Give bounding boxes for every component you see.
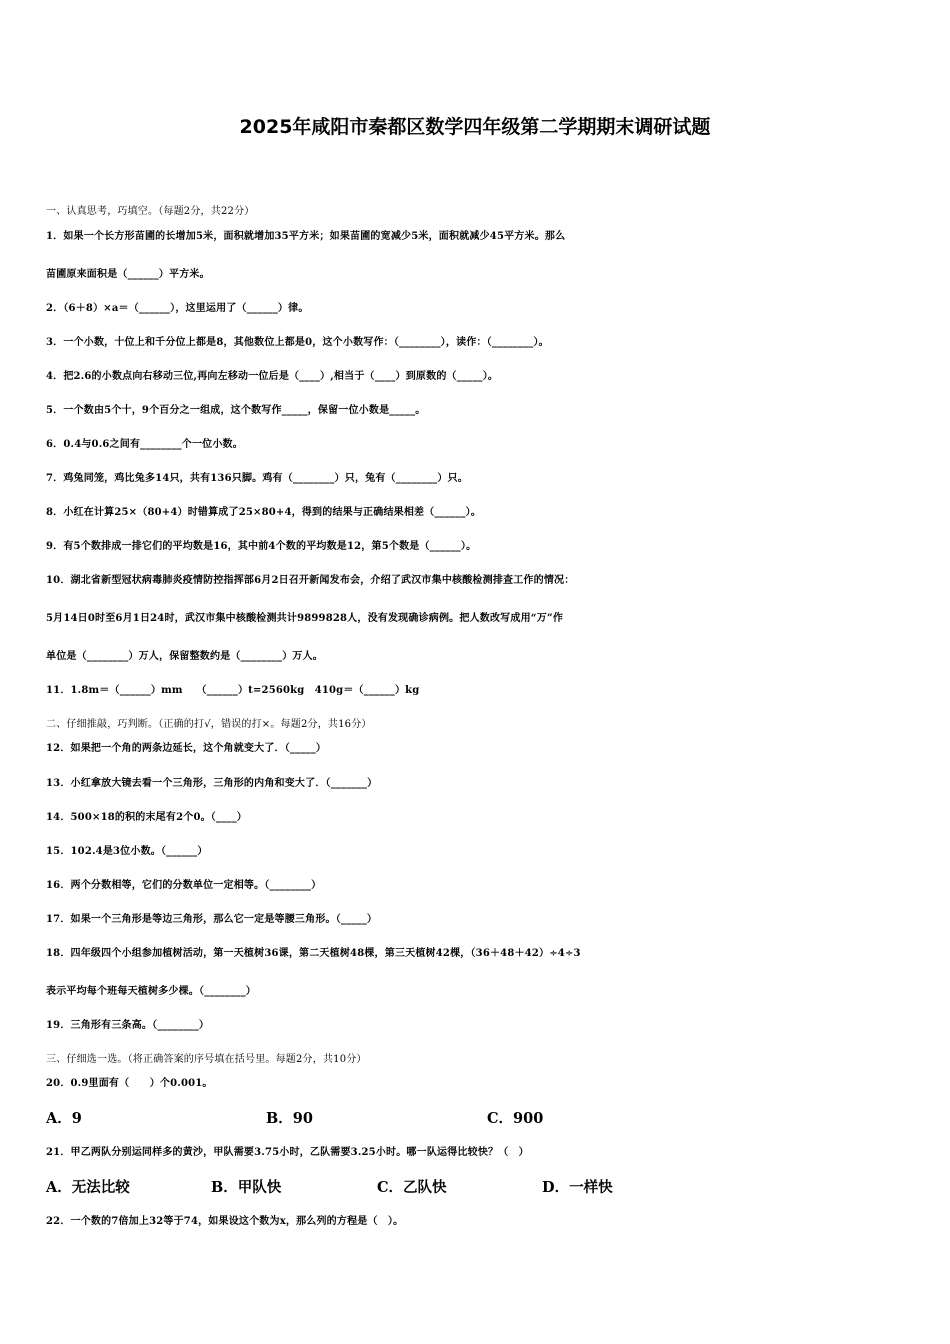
question-21-option-c[interactable]: C．乙队快 xyxy=(377,1179,447,1196)
question-1-line-1: 1．如果一个长方形苗圃的长增加5米，面积就增加35平方米；如果苗圃的宽减少5米，面积就减少45平方米。那么 xyxy=(46,231,566,242)
section-1-heading: 一、认真思考，巧填空。（每题2分，共22分） xyxy=(46,206,255,217)
question-18-line-2: 表示平均每个班每天植树多少棵。（________） xyxy=(46,986,256,997)
question-21-option-d[interactable]: D．一样快 xyxy=(542,1179,613,1196)
question-19: 19．三角形有三条高。（________） xyxy=(46,1020,210,1031)
question-7: 7．鸡兔同笼，鸡比兔多14只，共有136只脚。鸡有（________）只，兔有（________）只。 xyxy=(46,473,468,484)
question-1-line-2: 苗圃原来面积是（______）平方米。 xyxy=(46,269,210,280)
question-3: 3．一个小数，十位上和千分位上都是8，其他数位上都是0，这个小数写作：（________），读作：（________）。 xyxy=(46,337,549,348)
section-3-heading: 三、仔细选一选。（将正确答案的序号填在括号里。每题2分，共10分） xyxy=(46,1054,367,1065)
question-15: 15．102.4是3位小数。（______） xyxy=(46,846,208,857)
question-20: 20．0.9里面有（ ）个0.001。 xyxy=(46,1078,213,1089)
question-6: 6．0.4与0.6之间有________个一位小数。 xyxy=(46,439,243,450)
question-10-line-1: 10．湖北省新型冠状病毒肺炎疫情防控指挥部6月2日召开新闻发布会，介绍了武汉市集中核酸检测排查工作的情况： xyxy=(46,575,575,586)
question-10-line-2: 5月14日0时至6月1日24时，武汉市集中核酸检测共计9899828人，没有发现确诊病例。把人数改写成用“万”作 xyxy=(46,613,564,624)
question-5: 5．一个数由5个十，9个百分之一组成，这个数写作_____，保留一位小数是_____。 xyxy=(46,405,426,416)
question-4: 4．把2.6的小数点向右移动三位,再向左移动一位后是（____）,相当于（____）到原数的（_____）。 xyxy=(46,371,499,382)
question-20-option-b[interactable]: B．90 xyxy=(266,1110,313,1127)
question-10-line-3: 单位是（________）万人，保留整数约是（________）万人。 xyxy=(46,651,323,662)
question-12: 12．如果把一个角的两条边延长，这个角就变大了．（_____） xyxy=(46,743,327,754)
question-2: 2．（6＋8）×a＝（______），这里运用了（______）律。 xyxy=(46,303,309,314)
question-8: 8．小红在计算25×（80+4）时错算成了25×80+4，得到的结果与正确结果相差（______）。 xyxy=(46,507,482,518)
question-17: 17．如果一个三角形是等边三角形，那么它一定是等腰三角形。（_____） xyxy=(46,914,378,925)
question-13: 13．小红拿放大镜去看一个三角形，三角形的内角和变大了．（_______） xyxy=(46,778,378,789)
section-2-heading: 二、仔细推敲，巧判断。（正确的打√，错误的打×。每题2分，共16分） xyxy=(46,719,372,730)
question-21-option-b[interactable]: B．甲队快 xyxy=(211,1179,282,1196)
question-20-option-c[interactable]: C．900 xyxy=(487,1110,544,1127)
question-18-line-1: 18．四年级四个小组参加植树活动，第一天植树36课，第二天植树48棵，第三天植树42棵，（36＋48＋42）÷4÷3 xyxy=(46,948,581,959)
question-20-option-a[interactable]: A．9 xyxy=(46,1110,82,1127)
question-22: 22．一个数的7倍加上32等于74，如果设这个数为x，那么列的方程是（ ）。 xyxy=(46,1216,404,1227)
question-21-option-a[interactable]: A．无法比较 xyxy=(46,1179,130,1196)
question-21: 21．甲乙两队分别运同样多的黄沙，甲队需要3.75小时，乙队需要3.25小时。哪一队运得比较快？（ ） xyxy=(46,1147,529,1158)
question-11: 11．1.8m＝（______）mm （______）t=2560kg 410g＝（______）kg xyxy=(46,685,420,696)
question-16: 16．两个分数相等，它们的分数单位一定相等。（________） xyxy=(46,880,322,891)
question-9: 9．有5个数排成一排它们的平均数是16，其中前4个数的平均数是12，第5个数是（______）。 xyxy=(46,541,477,552)
question-14: 14．500×18的积的末尾有2个0。（____） xyxy=(46,812,248,823)
page-title: 2025年咸阳市秦都区数学四年级第二学期期末调研试题 xyxy=(239,116,711,138)
